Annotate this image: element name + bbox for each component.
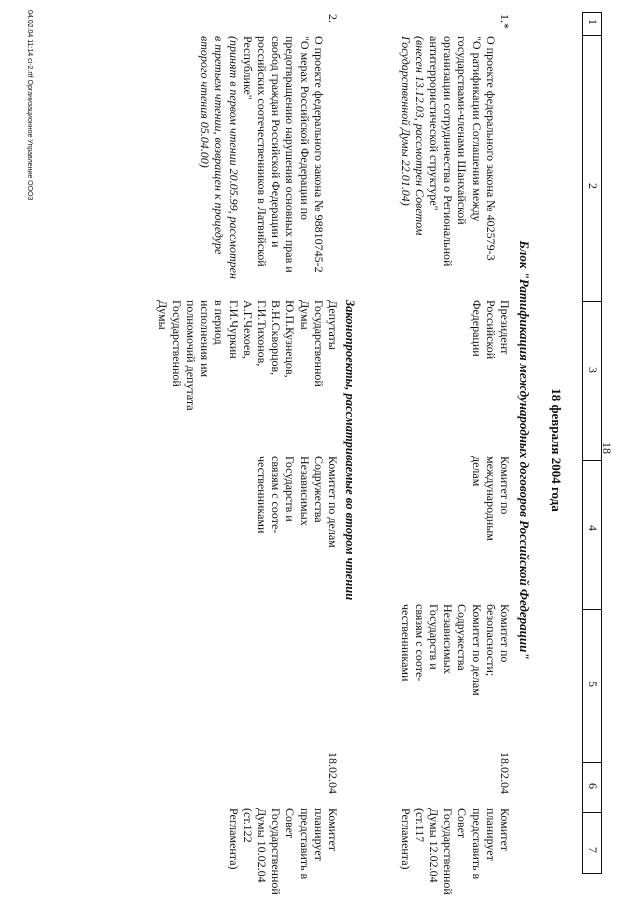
page-number: 18 — [600, 442, 614, 454]
bill-note: (внесен 13.12.03, рассмотрен Советом Государственной Думы 22.01.04) — [398, 36, 427, 236]
column-divider — [583, 609, 601, 610]
column-divider — [583, 762, 601, 763]
initiator: Президент Российской Федерации — [469, 300, 512, 360]
footer: 04.02.04 11:14 ci-2.rtf Организационное Управление ООО3 — [26, 10, 33, 201]
date-heading: 18 февраля 2004 года — [549, 388, 564, 512]
block-heading: Блок "Ратификация международных договоров Российской Федерации" — [517, 240, 532, 660]
initiator: Депутаты Государственной Думы Ю.П.Кузнецов, В.Н.Скворцов, Г.И.Тихонов, А.Г.Чехоев, Г.И.Чуркин в период исполнения им полномочий депутата Государственной Думы — [155, 300, 340, 411]
bill-title — [198, 36, 340, 300]
column-header-3: 3 — [586, 367, 600, 373]
column-divider — [583, 35, 601, 36]
row-number: 1.* — [498, 14, 512, 29]
column-header-1: 1 — [586, 19, 600, 25]
column-divider — [583, 460, 601, 461]
column-header-2: 2 — [586, 183, 600, 189]
bill-title-text: О проекте федерального закона № 98810745-2 "О мерах Российской Федерации по предотвращению нарушения основных прав и свобод граждан Российской Федерации и российских соотечественников в Латвийской Республике" — [240, 36, 326, 273]
row-number: 2. — [326, 14, 340, 23]
column-header-5: 5 — [586, 681, 600, 687]
column-header-7: 7 — [586, 847, 600, 853]
column-divider — [583, 812, 601, 813]
bill-note: (принят в первом чтении 20.05.99, рассмотрен в третьем чтении, возвращен к процедуре второго чтения 05.04.00) — [198, 36, 241, 279]
remark: Комитет планирует представить в Совет Государственной Думы 10.02.04 (ст.122 Регламента) — [226, 808, 340, 895]
responsible-committee: Комитет по международным делам — [469, 456, 512, 541]
date: 18.02.04 — [498, 752, 512, 794]
section-heading: Законопроекты, рассматриваемые во втором чтении — [343, 299, 357, 601]
column-header-4: 4 — [586, 525, 600, 531]
column-header-6: 6 — [586, 783, 600, 789]
co-executor-committee: Комитет по безопасности; Комитет по делам Содружества Независимых Государств и связям с соотe- чественниками — [398, 604, 512, 696]
remark: Комитет планирует представить в Совет Государственной Думы 12.02.04 (ст.117 Регламента) — [398, 808, 512, 895]
bill-title-text: О проекте федерального закона № 402579-3 "О ратификации Соглашения между государствами-членами Шанхайской организации сотрудничества о Региональной антитеррористической структуре" — [426, 36, 498, 267]
responsible-committee: Комитет по делам Содружества Независимых Государств и связям с соотe- чественниками — [254, 456, 340, 548]
date: 18.02.04 — [326, 752, 340, 794]
bill-title — [398, 36, 512, 300]
column-header-row — [582, 12, 602, 874]
column-divider — [583, 301, 601, 302]
